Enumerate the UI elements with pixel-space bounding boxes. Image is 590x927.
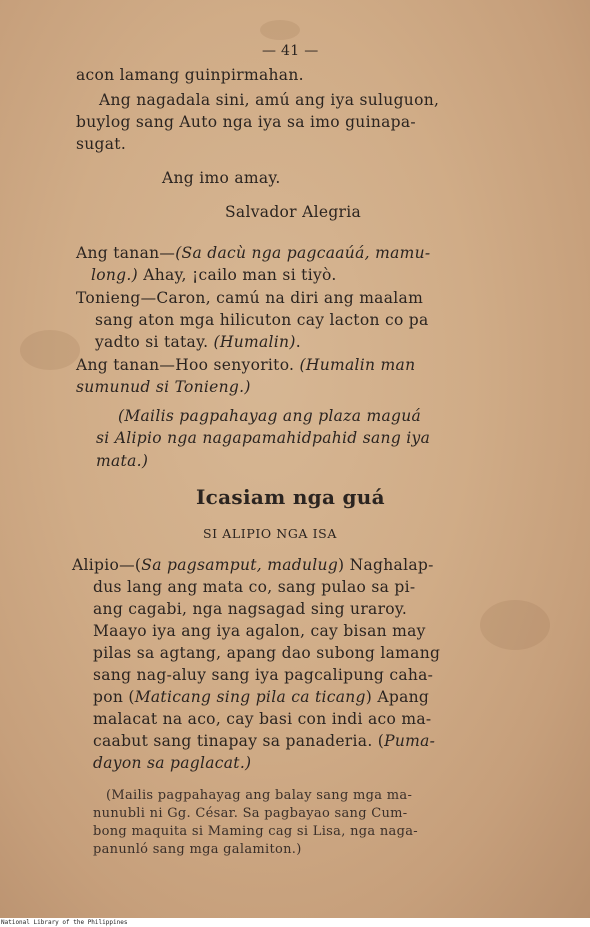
text-line: Tonieng—Caron, camú na diri ang maalam [76,289,424,307]
letter-closing: Ang imo amay. [162,169,281,187]
dialogue-text: Ahay, ¡cailo man si tiyò. [137,266,337,284]
dialogue-text: ) Apang [365,688,430,706]
speaker-text: Ang tanan—Hoo senyorito. [76,356,300,374]
stage-direction-small: nunubli ni Gg. César. Sa pagbayao sang Cum- [93,806,408,821]
text-line: Maayo iya ang iya agalon, cay bisan may [93,622,426,640]
text-line [93,688,429,706]
dialogue-text: pon ( [93,688,135,706]
stage-direction: long.) [91,266,138,284]
text-line [76,356,415,374]
paper-stain [20,330,80,370]
stage-direction: Maticang sing pila ca ticang [134,688,366,706]
text-line: malacat na aco, cay basi con indi aco ma- [93,710,432,728]
punctuation: . [295,333,301,351]
text-line: Ang nagadala sini, amú ang iya suluguon, [99,91,440,109]
page-number: — 41 — [262,43,319,59]
stage-direction: Sa pagsamput, madulug [141,556,339,574]
text-line [72,556,434,574]
text-line: pilas sa agtang, apang dao subong lamang [93,644,441,662]
stage-direction: (Humalin) [213,333,296,351]
letter-signature: Salvador Alegria [225,203,362,221]
stage-direction: (Humalin man [299,356,416,374]
stage-direction-small: panunló sang mga galamiton.) [93,842,302,857]
paper-stain [260,20,300,40]
speaker-text: Ang tanan— [76,244,176,262]
text-line: buylog sang Auto nga iya sa imo guinapa- [76,113,416,131]
stage-direction: sumunud si Tonieng.) [76,378,251,396]
text-line: dus lang ang mata co, sang pulao sa pi- [93,578,416,596]
text-line [76,244,430,262]
speaker-text: Alipio—( [72,556,142,574]
text-line: ang cagabi, nga nagsagad sing uraroy. [93,600,408,618]
stage-direction: Puma- [384,732,436,750]
stage-direction-small: bong maquita si Maming cag si Lisa, nga naga- [93,824,418,839]
text-line: sang aton mga hilicuton cay lacton co pa [95,311,429,329]
scene-subheading: SI ALIPIO NGA ISA [203,526,337,541]
dialogue-text: ) Naghalap- [338,556,434,574]
stage-direction: dayon sa paglacat.) [93,754,252,772]
stage-direction: (Sa dacù nga pagcaaúá, mamu- [175,244,431,262]
text-line [95,333,301,351]
stage-direction: (Mailis pagpahayag ang plaza maguá [118,407,422,425]
dialogue-text: yadto si tatay. [95,333,214,351]
text-line: acon lamang guinpirmahan. [76,66,304,84]
scene-heading: Icasiam nga guá [196,485,385,509]
text-line [91,266,337,284]
stage-direction: mata.) [96,452,149,470]
text-line: sugat. [76,135,127,153]
paper-stain [480,600,550,650]
text-line [93,732,435,750]
footer-credit: National Library of the Philippines [1,919,128,926]
text-line: sang nag-aluy sang iya pagcalipung caha- [93,666,434,684]
dialogue-text: caabut sang tinapay sa panaderia. ( [93,732,385,750]
stage-direction-small: (Mailis pagpahayag ang balay sang mga ma- [106,788,413,803]
stage-direction: si Alipio nga nagapamahidpahid sang iya [96,429,431,447]
